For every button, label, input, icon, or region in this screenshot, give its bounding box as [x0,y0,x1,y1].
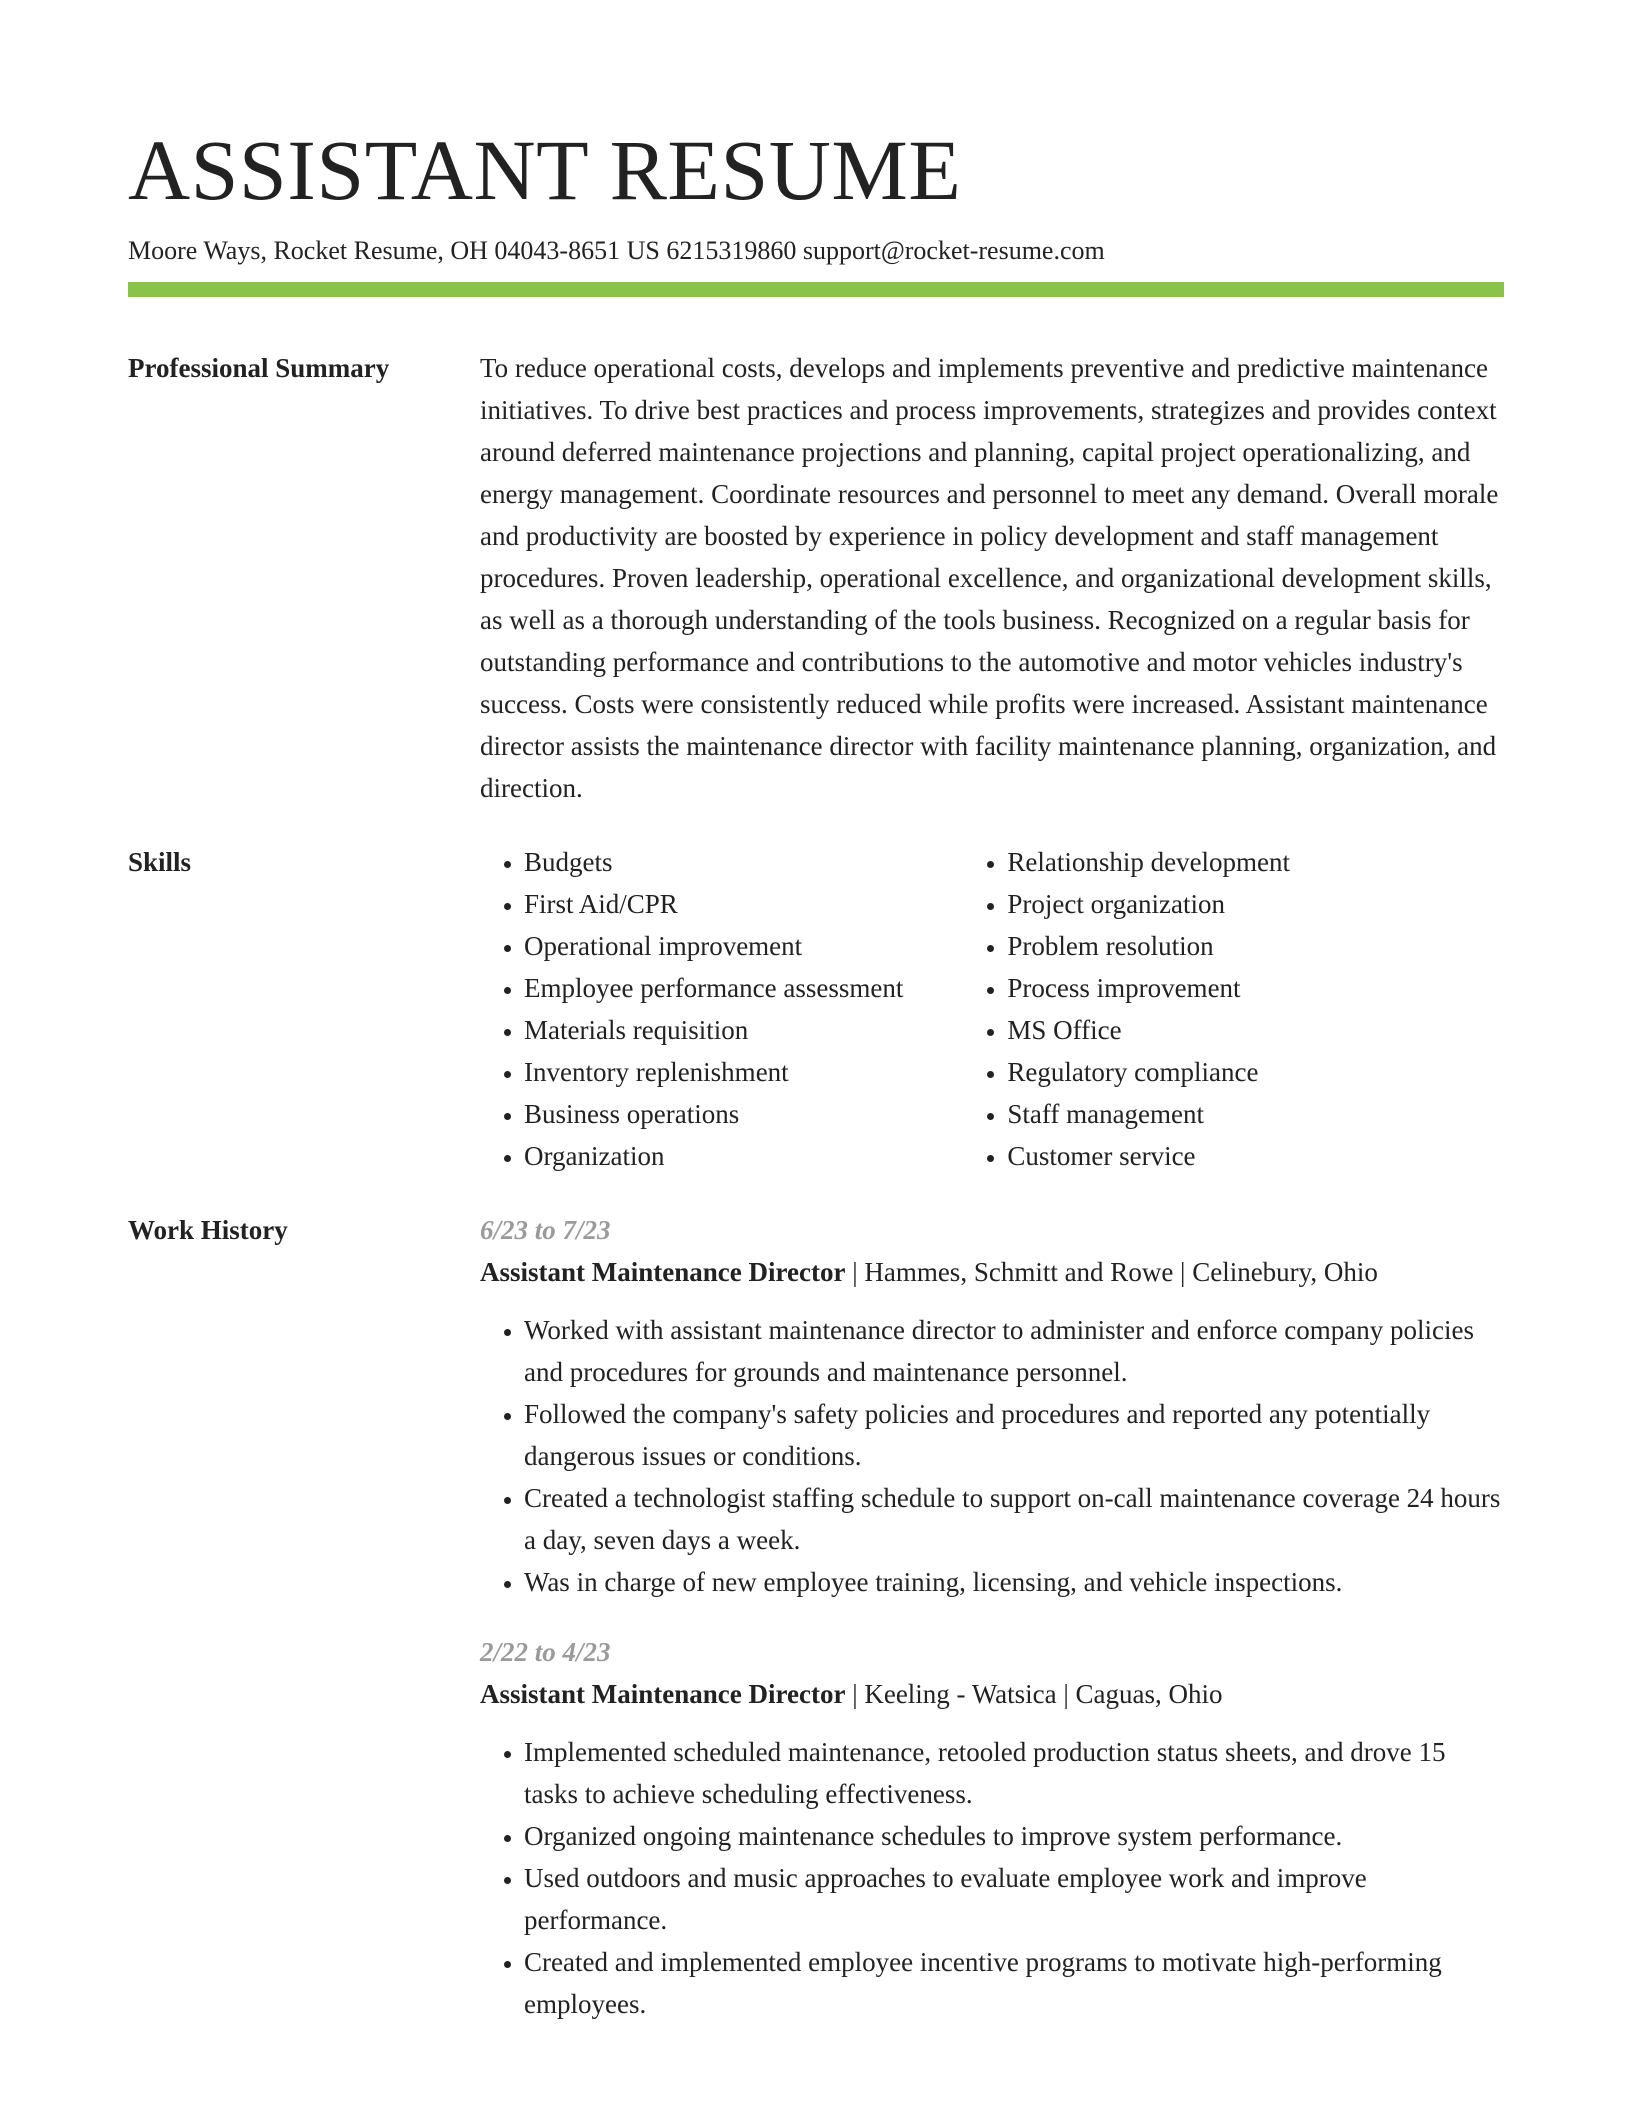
job-bullet: • Worked with assistant maintenance director to administer and enforce company policies and procedures for grounds and maintenance personnel. [524,1309,1504,1393]
skill-item: • Materials requisition [524,1009,963,1051]
job-bullet: • Was in charge of new employee training, licensing, and vehicle inspections. [524,1561,1504,1603]
skill-item: • Relationship development [1007,841,1504,883]
skill-item: • Inventory replenishment [524,1051,963,1093]
skill-item: • Operational improvement [524,925,963,967]
work-history-section [128,1209,1504,2025]
skill-item: • Project organization [1007,883,1504,925]
skill-item: • Customer service [1007,1135,1504,1177]
job-entry [480,1209,1504,1603]
header-divider [128,282,1504,297]
job-dates: 6/23 to 7/23 [480,1215,611,1245]
summary-text: To reduce operational costs, develops and implements preventive and predictive maintenance initiatives. To drive best practices and process improvements, strategizes and provides context around deferred maintenance projections and planning, capital project operationalizing, and energy management. Coordinate resources and personnel to meet any demand. Overall morale and productivity are boosted by experience in policy development and staff management procedures. Proven leadership, operational excellence, and organizational development skills, as well as a thorough understanding of the tools business. Recognized on a regular basis for outstanding performance and contributions to the automotive and motor vehicles industry's success. Costs were consistently reduced while profits were increased. Assistant maintenance director assists the maintenance director with facility maintenance planning, organization, and direction. [480,353,1499,803]
page-title: ASSISTANT RESUME [128,122,962,218]
professional-summary-section [128,347,1504,809]
skill-item: • Regulatory compliance [1007,1051,1504,1093]
skill-item: • Employee performance assessment [524,967,963,1009]
skills-list-left [480,841,963,1177]
job-entry [480,1631,1504,2025]
job-bullet: • Created and implemented employee incentive programs to motivate high-performing employees. [524,1941,1504,2025]
skill-item: • Problem resolution [1007,925,1504,967]
skill-item: • First Aid/CPR [524,883,963,925]
skill-item: • Budgets [524,841,963,883]
skill-item: • Organization [524,1135,963,1177]
job-bullets [480,1731,1504,2025]
skill-item: • Staff management [1007,1093,1504,1135]
job-bullet: • Followed the company's safety policies and procedures and reported any potentially dangerous issues or conditions. [524,1393,1504,1477]
job-title: Assistant Maintenance Director [480,1679,846,1709]
job-bullet: • Implemented scheduled maintenance, retooled production status sheets, and drove 15 tasks to achieve scheduling effectiveness. [524,1731,1504,1815]
job-company-location: | Hammes, Schmitt and Rowe | Celinebury, Ohio [845,1257,1378,1287]
section-label-work: Work History [128,1215,288,1245]
section-label-skills: Skills [128,847,192,877]
job-heading [480,1251,1504,1293]
job-dates: 2/22 to 4/23 [480,1637,611,1667]
job-bullet: • Created a technologist staffing schedule to support on-call maintenance coverage 24 hours a day, seven days a week. [524,1477,1504,1561]
contact-line: Moore Ways, Rocket Resume, OH 04043-8651 US 6215319860 support@rocket-resume.com [128,236,1105,265]
job-company-location: | Keeling - Watsica | Caguas, Ohio [845,1679,1223,1709]
section-label-summary: Professional Summary [128,353,390,383]
skill-item: • Business operations [524,1093,963,1135]
job-bullets [480,1309,1504,1603]
resume-page [128,120,1504,2053]
job-heading [480,1673,1504,1715]
job-bullet: • Organized ongoing maintenance schedules to improve system performance. [524,1815,1504,1857]
job-bullet: • Used outdoors and music approaches to evaluate employee work and improve performance. [524,1857,1504,1941]
skill-item: • Process improvement [1007,967,1504,1009]
skills-section [128,841,1504,1177]
skills-list-right [963,841,1504,1177]
skill-item: • MS Office [1007,1009,1504,1051]
job-title: Assistant Maintenance Director [480,1257,846,1287]
